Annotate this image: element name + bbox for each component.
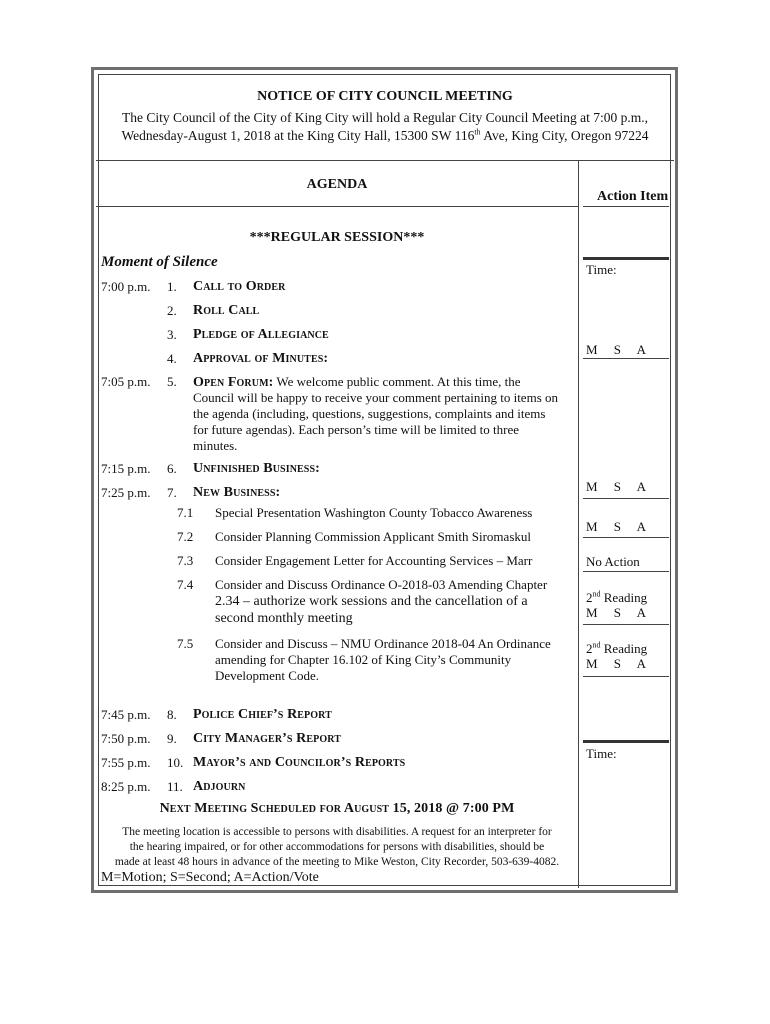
- item-number: 5.: [167, 374, 177, 389]
- subitem-text: amending for Chapter 16.102 of King City’s Community: [215, 652, 512, 667]
- action-msa: M S A: [586, 479, 646, 494]
- open-forum-line: minutes.: [193, 438, 238, 453]
- action-no-action: No Action: [586, 554, 640, 569]
- item-label: Roll Call: [193, 303, 260, 318]
- item-time: 7:50 p.m.: [101, 731, 151, 746]
- subitem-text: Special Presentation Washington County Tobacco Awareness: [215, 505, 533, 520]
- action-header-underline: [583, 206, 669, 207]
- item-label: Police Chief’s Report: [193, 707, 332, 722]
- msa-legend: M=Motion; S=Second; A=Action/Vote: [101, 870, 319, 885]
- agenda-title: AGENDA: [306, 177, 368, 192]
- action-rule-4: [583, 358, 669, 359]
- action-rule-72: [583, 571, 669, 572]
- item-label: Unfinished Business:: [193, 461, 320, 476]
- item-number: 9.: [167, 731, 177, 746]
- action-rule-74: [583, 676, 669, 677]
- action-msa: M S A: [586, 519, 646, 534]
- item-label: New Business:: [193, 485, 281, 500]
- agenda-header-divider: [96, 206, 578, 207]
- action-rule-73: [583, 624, 669, 625]
- action-time-rule-bottom: [583, 740, 669, 743]
- subitem-text: Consider Engagement Letter for Accounting Services – Marr: [215, 553, 533, 568]
- action-msa: M S A: [586, 342, 646, 357]
- item-label: Open Forum:: [193, 375, 274, 390]
- subitem-text: Consider and Discuss – NMU Ordinance 2018-04 An Ordinance: [215, 636, 551, 651]
- action-second-reading: 2nd Reading: [586, 640, 648, 656]
- subitem-number: 7.3: [177, 553, 194, 568]
- item-number: 6.: [167, 461, 177, 476]
- item-number: 4.: [167, 351, 177, 366]
- ordinal-suffix: th: [474, 127, 481, 137]
- open-forum-line: for future agendas). Each person’s time will be limited to three: [193, 422, 519, 437]
- subitem-number: 7.4: [177, 577, 194, 592]
- action-second-reading: 2nd Reading: [586, 589, 648, 605]
- session-title: ***REGULAR SESSION***: [249, 230, 425, 245]
- subitem-text: second monthly meeting: [215, 611, 353, 626]
- item-label: Pledge of Allegiance: [193, 327, 329, 342]
- header-divider: [96, 160, 674, 161]
- action-rule-7: [583, 498, 669, 499]
- accessibility-note-line-1: The meeting location is accessible to persons with disabilities. A request for an interpreter for: [122, 826, 552, 838]
- item-label: Adjourn: [193, 779, 246, 794]
- subitem-text: 2.34 – authorize work sessions and the cancellation of a: [215, 594, 528, 609]
- action-rule-71: [583, 537, 669, 538]
- item-label: Approval of Minutes:: [193, 351, 329, 366]
- item-time: 7:05 p.m.: [101, 374, 151, 389]
- action-msa: M S A: [586, 656, 646, 671]
- next-meeting: Next Meeting Scheduled for August 15, 2018 @ 7:00 PM: [159, 801, 515, 816]
- action-time-rule-top: [583, 257, 669, 260]
- moment-of-silence: Moment of Silence: [101, 254, 218, 270]
- accessibility-note-line-3: made at least 48 hours in advance of the meeting to Mike Weston, City Recorder, 503-639-4082.: [114, 856, 560, 868]
- subitem-text: Development Code.: [215, 668, 319, 683]
- action-time-label: Time:: [586, 746, 617, 761]
- action-msa: M S A: [586, 605, 646, 620]
- notice-line-1: The City Council of the City of King City will hold a Regular City Council Meeting at 7:00 p.m.,: [121, 110, 649, 125]
- notice-title: NOTICE OF CITY COUNCIL MEETING: [257, 89, 513, 104]
- subitem-number: 7.5: [177, 636, 194, 651]
- item-label: Mayor’s and Councilor’s Reports: [193, 755, 406, 770]
- item-time: 7:25 p.m.: [101, 485, 151, 500]
- item-number: 3.: [167, 327, 177, 342]
- item-number: 8.: [167, 707, 177, 722]
- item-time: 7:45 p.m.: [101, 707, 151, 722]
- item-time: 7:15 p.m.: [101, 461, 151, 476]
- subitem-number: 7.1: [177, 505, 194, 520]
- subitem-text: Consider Planning Commission Applicant Smith Siromaskul: [215, 529, 531, 544]
- item-number: 7.: [167, 485, 177, 500]
- item-label: City Manager’s Report: [193, 731, 341, 746]
- open-forum-line: the agenda (including, questions, suggestions, complaints and items: [193, 406, 546, 421]
- open-forum-line: Council will be happy to receive your comment pertaining to items on: [193, 390, 558, 405]
- item-number: 2.: [167, 303, 177, 318]
- accessibility-note-line-2: the hearing impaired, or for other accommodations for persons with disabilities, should be: [129, 841, 545, 853]
- item-number: 1.: [167, 279, 177, 294]
- item-time: 7:55 p.m.: [101, 755, 151, 770]
- item-number: 10.: [167, 755, 184, 770]
- action-item-header: Action Item: [597, 189, 669, 204]
- subitem-number: 7.2: [177, 529, 194, 544]
- subitem-text: Consider and Discuss Ordinance O-2018-03 Amending Chapter: [215, 577, 548, 592]
- item-time: 8:25 p.m.: [101, 779, 151, 794]
- notice-line-2: Wednesday-August 1, 2018 at the King City Hall, 15300 SW 116th Ave, King City, Oregon 97224: [121, 127, 649, 143]
- action-column-divider: [578, 160, 579, 888]
- open-forum-line-1: Open Forum: We welcome public comment. At this time, the: [193, 374, 521, 390]
- item-number: 11.: [167, 779, 183, 794]
- item-time: 7:00 p.m.: [101, 279, 151, 294]
- action-time-label: Time:: [586, 262, 617, 277]
- item-label: Call to Order: [193, 279, 286, 294]
